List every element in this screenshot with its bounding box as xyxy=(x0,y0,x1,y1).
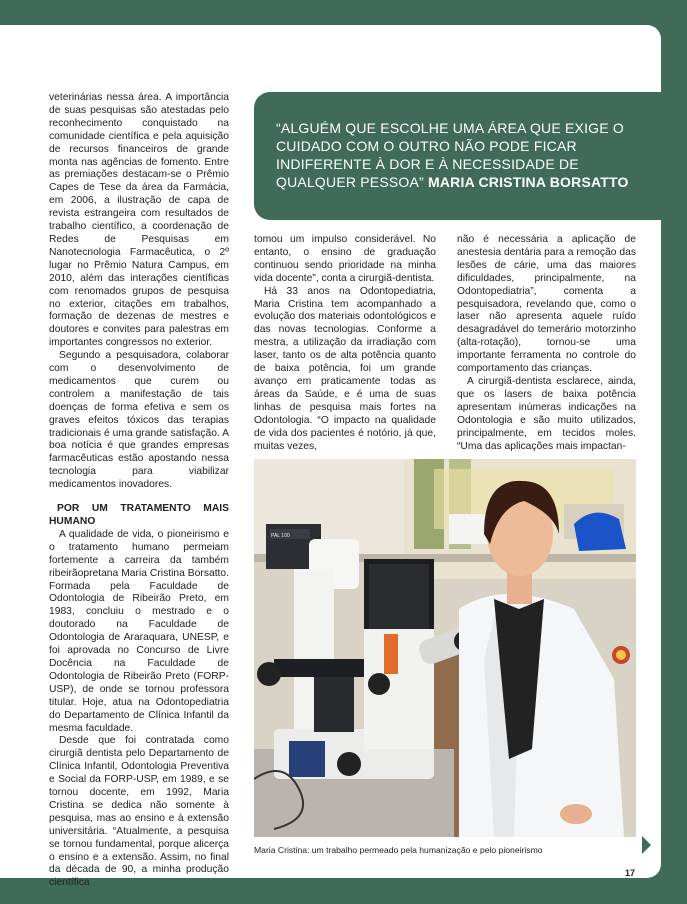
paragraph: não é necessária a aplicação de anestesia dentária para a remoção das lesões de cárie, uma das maiores dificuldades, principalmente, na Odontopediatria”, comenta a pesquisadora, revelando que, como o laser não apresenta aquele ruído desagradável do temerário motorzinho (alta-rotação), tornou-se uma importante ferramenta no controle do comportamento das crianças. xyxy=(457,234,636,375)
paragraph: tomou um impulso considerável. No entanto, o ensino de graduação continuou sendo prioridade na minha vida docente”, conta a cirurgiã-dentista. xyxy=(254,234,436,284)
section-heading: POR UM TRATAMENTO MAIS HUMANO xyxy=(49,503,229,527)
text-column-3 xyxy=(457,234,636,453)
paragraph: A qualidade de vida, o pioneirismo e o tratamento humano permeiam fortemente a carreira da também ribeirãopretana Maria Cristina Borsatto. Formada pela Faculdade de Odontologia de Ribeirão Preto, em 1983, concluiu o mestrado e o doutorado na Faculdade de Odontologia de Araraquara, UNESP, e foi aprovada no Concurso de Livre Docência na Faculdade de Odontologia de Ribeirão Preto (FORP-USP), de onde se tornou professora titular. Hoje, atua na Odontopediatria do Departamento de Clínica Infantil da mesma faculdade. xyxy=(49,528,229,734)
portrait-photo xyxy=(254,459,636,837)
device-label: PAL 100 xyxy=(271,533,290,539)
paragraph: A cirurgiã-dentista esclarece, ainda, que os lasers de baixa potência apresentam inúmeras indicações na Odontologia e são muito utilizados, principalmente, em tecidos moles. “Uma das aplicações mais impactan- xyxy=(457,375,636,452)
pull-quote xyxy=(254,92,661,220)
page-number: 17 xyxy=(625,868,636,878)
next-page-arrow-icon xyxy=(642,836,651,854)
text-column-1 xyxy=(49,92,229,890)
paragraph: veterinárias nessa área. A importância de suas pesquisas são atestadas pelo reconhecimento conquistado na comunidade científica e pela aquisição de recursos financeiros de grande monta nas agências de fomento. Entre as premiações destacam-se o Prêmio Capes de Tese da área da Farmácia, em 2006, a ilustração de capa de revista estrangeira com resultados de trabalho científico, a coordenação de Redes de Pesquisas em Nanotecnologia Farmacêutica, o 2º lugar no Prêmio Natura Campus, em 2010, além das interações científicas com renomados grupos de pesquisa no exterior, citações em trabalhos, formação de dezenas de mestres e doutores e convites para palestras em importantes congressos no exterior. xyxy=(49,92,229,349)
paragraph: Segundo a pesquisadora, colaborar com o desenvolvimento de medicamentos que curem ou controlem a manifestação de tais doenças de forma efetiva e sem os graves efeitos tóxicos das terapias tradicionais é uma grande satisfação. A boa notícia é que grandes empresas farmacêuticas estão apostando nessa tecnologia para viabilizar medicamentos inovadores. xyxy=(49,350,229,491)
pull-quote-author: MARIA CRISTINA BORSATTO xyxy=(428,174,629,190)
pull-quote-text: “ALGUÉM QUE ESCOLHE UMA ÁREA QUE EXIGE O CUIDADO COM O OUTRO NÃO PODE FICAR INDIFERENTE À DOR E À NECESSIDADE DE QUALQUER PESSOA” xyxy=(276,120,624,190)
paragraph: Desde que foi contratada como cirurgiã dentista pelo Departamento de Clínica Infantil, Odontologia Preventiva e Social da FORP-USP, em 1989, e se tornou docente, em 1992, Maria Cristina se dedica não somente à pesquisa, mas ao ensino e à extensão universitária. “Atualmente, a pesquisa se tornou fundamental, porque alicerça o ensino e a extensão. Assim, no final da década de 90, a minha produção científica xyxy=(49,735,229,889)
paragraph: Há 33 anos na Odontopediatria, Maria Cristina tem acompanhado a evolução dos materiais odontológicos e das novas tecnologias. Conforme a mestra, a utilização da irradiação com laser, tanto os de alta potência quanto de baixa potência, foi um grande avanço em praticamente todas as áreas da Saúde, e é uma de suas linhas de pesquisa mais fortes na Odontologia. “O impacto na qualidade de vida dos pacientes é notório, já que, muitas vezes, xyxy=(254,285,436,452)
photo-caption: Maria Cristina: um trabalho permeado pela humanização e pelo pioneirismo xyxy=(254,845,543,855)
text-column-2 xyxy=(254,234,436,453)
